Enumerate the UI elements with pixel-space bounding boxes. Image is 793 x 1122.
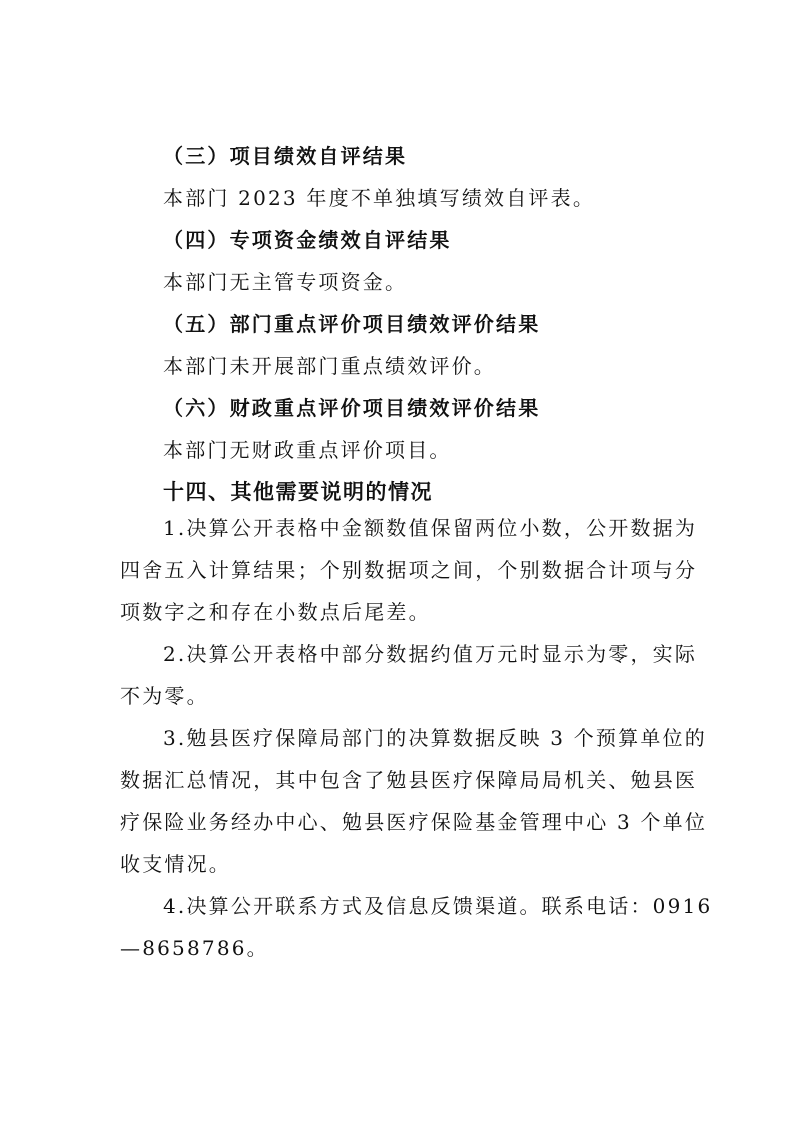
section-4-body: 本部门无主管专项资金。	[163, 270, 408, 294]
paragraph-3-line-3: 疗保险业务经办中心、勉县医疗保险基金管理中心 3 个单位	[120, 810, 708, 834]
paragraph-1-line-2: 四舍五入计算结果；个别数据项之间，个别数据合计项与分	[120, 558, 698, 582]
paragraph-1-line-3: 项数字之和存在小数点后尾差。	[120, 600, 431, 624]
section-6-title: （六）财政重点评价项目绩效评价结果	[163, 396, 541, 420]
paragraph-2-line-1: 2.决算公开表格中部分数据约值万元时显示为零，实际	[163, 642, 698, 666]
paragraph-4-line-2: —8658786。	[120, 936, 269, 960]
paragraph-2-line-2: 不为零。	[120, 684, 209, 708]
paragraph-1-line-1: 1.决算公开表格中金额数值保留两位小数，公开数据为	[163, 516, 698, 540]
section-4-title: （四）专项资金绩效自评结果	[163, 228, 452, 252]
paragraph-4-line-1: 4.决算公开联系方式及信息反馈渠道。联系电话：0916	[163, 894, 713, 918]
section-5-title: （五）部门重点评价项目绩效评价结果	[163, 312, 541, 336]
section-3-body: 本部门 2023 年度不单独填写绩效自评表。	[163, 186, 596, 210]
section-3-title: （三）项目绩效自评结果	[163, 144, 408, 168]
paragraph-3-line-1: 3.勉县医疗保障局部门的决算数据反映 3 个预算单位的	[163, 726, 707, 750]
paragraph-3-line-4: 收支情况。	[120, 852, 231, 876]
section-6-body: 本部门无财政重点评价项目。	[163, 438, 452, 462]
chapter-14-heading: 十四、其他需要说明的情况	[163, 480, 433, 504]
section-5-body: 本部门未开展部门重点绩效评价。	[163, 354, 496, 378]
paragraph-3-line-2: 数据汇总情况，其中包含了勉县医疗保障局局机关、勉县医	[120, 768, 698, 792]
